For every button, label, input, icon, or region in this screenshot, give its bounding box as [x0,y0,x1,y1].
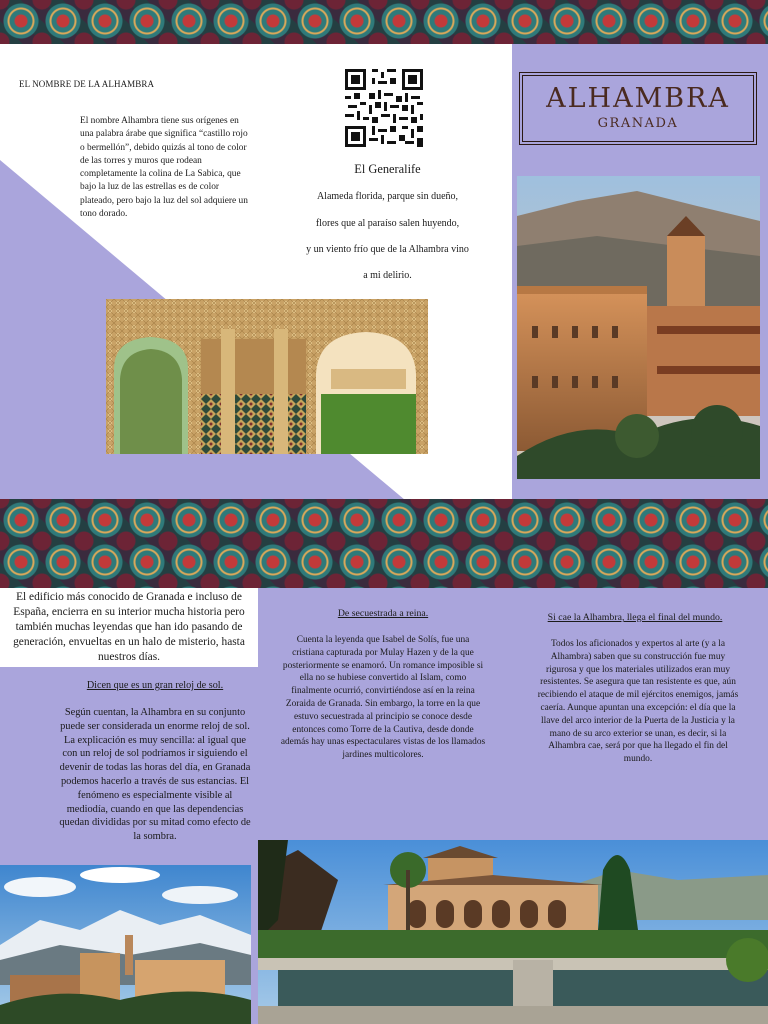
queen-title: De secuestrada a reina. [337,608,429,619]
top-tile-band [0,0,768,44]
cover-title-box [519,72,757,145]
cover-subtitle: GRANADA [597,116,679,131]
arches-photo [106,299,428,454]
partal-pool-photo [258,840,768,1024]
alhambra-sunset-photo [517,176,760,479]
qr-code-icon[interactable] [345,69,423,147]
name-paragraph: El nombre Alhambra tiene sus orígenes en una palabra árabe que significa “castillo rojo o bermellón”, debido quizás al tono de color de las torres y muros que rodean completamente la colina de La Sabica, que bajo la luz de las estrellas es de color plateado, pero bajo la luz del sol adquiere un tono dorado. [80,116,248,220]
name-heading: EL NOMBRE DE LA ALHAMBRA [19,79,155,89]
cover-title: ALHAMBRA [546,83,730,114]
end-of-world-text: Todos los aficionados y expertos al arte (y a la Alhambra) saben que su construcción fue muy rigurosa y que los materiales utilizados eran muy resistentes. Se asegura que tan resistente es que, aún recibiendo el ataque de mil ejércitos enemigos, jamás caería. Aunque apuntan una excepción: el día que la llave del arco interior de la Puerta de la Justicia y la mano de su arco exterior se unan, es decir, si la Alhambra cae, será por que ha llegado el fin del mundo. [537,639,739,765]
sundial-text: Según cuentan, la Alhambra en su conjunto puede ser considerada un enorme reloj de sol. La explicación es muy sencilla: al igual que con un reloj de sol podríamos ir siguiendo el devenir de todas las horas del día, en Granada podemos hacerlo a través de sus estancias. El fenómeno es especialmente visible al mediodía, cuando en que las dependencias quedan divididas por su mitad como efecto de la sombra. [59,707,251,843]
snowy-mountains-photo [0,865,251,1024]
queen-text: Cuenta la leyenda que Isabel de Solís, fue una cristiana capturada por Mulay Hazen y de la que posteriormente se enamoró. Un romance imposible si ella no se hubiese convertido al Islam, como finalmente ocurrió, convirtiéndose así en la reina Zoraida de Granada. Sin embargo, la torre en la que estuvo secuestrada al principio se conoce desde entonces como Torre de la Cautiva, desde donde además hay unas espectaculares vistas de los llamados jardines multicolores. [280,635,486,761]
sundial-title: Dicen que es un gran reloj de sol. [86,680,224,691]
generalife-line-4: a mi delirio. [363,270,412,281]
generalife-title: El Generalife [354,162,421,176]
end-of-world-title: Si cae la Alhambra, llega el final del mundo. [547,612,723,623]
intro-text: El edificio más conocido de Granada e incluso de España, encierra en su interior mucha historia pero también muchas leyendas que han ido pasando de generación, envueltas en un halo de misterio, hasta nuestros días. [13,591,245,663]
middle-tile-band [0,499,768,588]
generalife-line-3: y un viento frío que de la Alhambra vino [306,244,469,255]
generalife-line-1: Alameda florida, parque sin dueño, [316,191,459,202]
generalife-line-2: flores que al paraíso salen huyendo, [315,218,460,229]
